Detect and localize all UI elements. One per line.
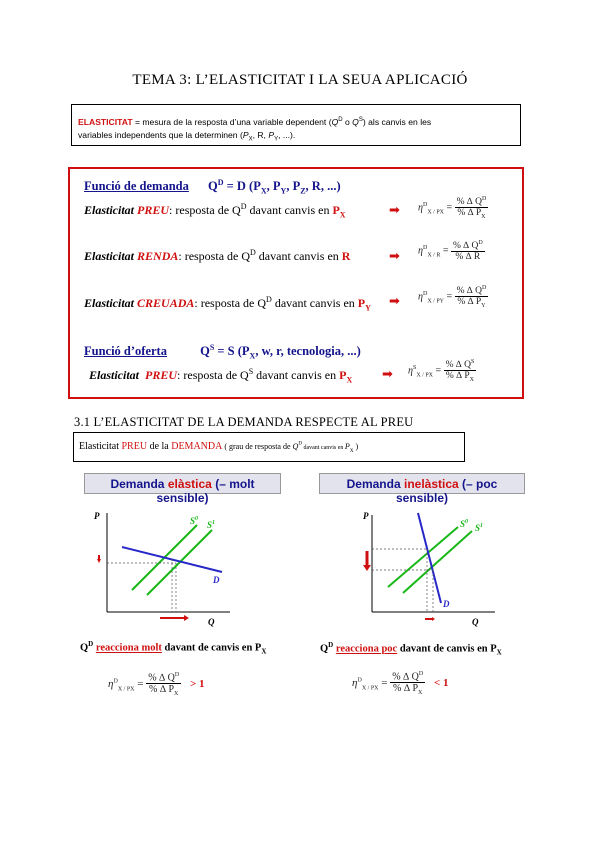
- row-var: P: [339, 368, 347, 382]
- den-sub: X: [469, 377, 475, 384]
- supply-function-title: Funció d’oferta: [84, 344, 167, 359]
- label-c: (– molt sensible): [156, 477, 255, 505]
- arrow-right-icon: ➡: [389, 294, 400, 309]
- den-sub: X: [481, 214, 486, 221]
- eta: η: [108, 678, 114, 691]
- label-b: inelàstica: [403, 477, 459, 491]
- elasticity-row-cross: [84, 295, 371, 312]
- row-var-sub: X: [339, 210, 346, 220]
- num: % ∆ Q: [452, 241, 479, 252]
- supply-equation: [200, 343, 361, 361]
- den-sub: Y: [481, 303, 486, 310]
- formula-elastic: [108, 672, 205, 697]
- eta-sub: X / PX: [427, 209, 444, 216]
- arrow-right-icon: ➡: [389, 203, 400, 218]
- cap-sup: D: [328, 641, 334, 649]
- demand-eq-sup: D: [217, 178, 224, 187]
- label-a: Demanda: [346, 477, 404, 491]
- price-change-arrowhead: [97, 559, 101, 563]
- row-kind: RENDA: [137, 249, 179, 263]
- row-var: P: [357, 296, 366, 310]
- arrow-right-icon: ➡: [389, 249, 400, 264]
- formula-price: $\eta^D_{X / PX}$ = $\frac{\% \Delta Q^D}{\% \Delta P_X}$: [418, 196, 487, 221]
- definition-line2-a: variables independents que la determinen (: [78, 129, 243, 140]
- arrow-right-icon: ➡: [382, 367, 393, 382]
- section-box-q: Q: [292, 442, 299, 451]
- definition-qs-sup: S: [358, 117, 363, 123]
- definition-text-b: ) als canvis en les: [362, 116, 432, 127]
- row-text2: davant canvis en: [255, 249, 342, 263]
- definition-px: P: [242, 129, 249, 140]
- axis-p-label: P: [363, 511, 369, 521]
- den: % ∆ P: [445, 371, 470, 382]
- den: % ∆ R: [455, 252, 481, 263]
- section-box-d: davant canvis en: [301, 445, 345, 451]
- row-sup: D: [240, 202, 247, 211]
- num-sup: D: [418, 671, 424, 677]
- eta: η: [418, 291, 423, 303]
- row-text2: davant canvis en: [253, 368, 340, 382]
- row-label: Elasticitat: [84, 249, 135, 263]
- section-box-b: de la: [147, 441, 172, 452]
- supply-eq-sup: S: [209, 343, 215, 352]
- page-title: TEMA 3: L’ELASTICITAT I LA SEUA APLICACIÓ: [132, 72, 468, 88]
- definition-term: ELASTICITAT: [78, 116, 133, 127]
- row-kind: PREU: [145, 368, 178, 382]
- eta-sub: X / PY: [427, 298, 444, 305]
- definition-py-sub: Y: [274, 136, 279, 143]
- demand-var-rest: , R, ...): [305, 179, 341, 194]
- demand-var-sep1: , P: [266, 179, 281, 194]
- quantity-change-arrowhead: [184, 615, 189, 621]
- row-text: : resposta de Q: [194, 296, 267, 310]
- row-var-sub: X: [346, 375, 353, 385]
- eta-sup: D: [357, 677, 362, 684]
- definition-qs: Q: [352, 116, 359, 127]
- eta-sup: D: [422, 202, 428, 208]
- demand-eq-q: Q: [208, 179, 218, 194]
- eta-sup: S: [412, 365, 417, 371]
- eta: η: [418, 245, 423, 257]
- label-inelastic: [319, 473, 525, 505]
- caption-elastic: [80, 640, 266, 656]
- label-elastic: [84, 473, 281, 505]
- row-kind: PREU: [137, 203, 170, 217]
- label-a: Demanda: [110, 477, 168, 491]
- cap-c: davant de canvis en P: [161, 642, 262, 654]
- eta: η: [352, 677, 358, 690]
- cap-sup: D: [88, 640, 94, 648]
- elasticity-row-income: [84, 248, 350, 264]
- num-sup: D: [174, 672, 180, 678]
- num: % ∆ Q: [445, 360, 471, 371]
- den-sub: X: [174, 691, 179, 698]
- section-box-demanda: DEMANDA: [171, 441, 223, 452]
- num: % ∆ Q: [148, 672, 175, 684]
- section-box-q-sup: D: [298, 441, 302, 447]
- supply-var-x: X: [249, 351, 256, 361]
- cap-red: reacciona molt: [95, 642, 162, 654]
- s0-label: $S^0$: [190, 516, 199, 526]
- num-sup: D: [481, 285, 487, 291]
- den-sub: X: [418, 690, 423, 697]
- axis-q-label: Q: [208, 617, 215, 627]
- s1-label: $S^1$: [475, 523, 484, 533]
- eta-sub: X / PX: [416, 372, 433, 379]
- comparison-lt-1: < 1: [433, 677, 449, 690]
- eq: =: [378, 677, 391, 690]
- row-var: P: [332, 203, 340, 217]
- section-box-e: ): [353, 442, 359, 451]
- label-c: (– poc sensible): [395, 477, 498, 505]
- definition-px-sub: X: [248, 136, 253, 143]
- s1-label: $S^1$: [207, 520, 216, 530]
- demand-var-sep2: , P: [286, 179, 301, 194]
- den: % ∆ P: [457, 297, 482, 308]
- row-label: Elasticitat: [84, 203, 135, 217]
- row-text2: davant canvis en: [246, 203, 333, 217]
- row-var-sub: Y: [365, 303, 371, 313]
- demand-function-line: [84, 178, 341, 196]
- definition-text-a: = mesura de la resposta d’una variable dependent (: [132, 116, 332, 127]
- den: % ∆ P: [457, 208, 482, 219]
- row-label: Elasticitat: [84, 296, 135, 310]
- definition-box: [71, 104, 521, 146]
- demand-var-y: Y: [280, 186, 287, 196]
- den: % ∆ P: [393, 683, 419, 695]
- num: % ∆ Q: [456, 197, 482, 208]
- row-sup: D: [250, 248, 256, 257]
- cap-sub: X: [261, 647, 267, 656]
- demand-eq-rest: = D (P: [223, 179, 261, 194]
- row-sup: D: [266, 295, 272, 304]
- inelastic-demand-graph: [355, 505, 505, 627]
- supply-curve-s1: [403, 531, 472, 593]
- elasticity-row-supply: [89, 367, 352, 384]
- axis-q-label: Q: [472, 617, 479, 627]
- supply-function-line: [84, 343, 361, 361]
- row-text: : resposta de Q: [177, 368, 249, 382]
- eta: η: [408, 365, 413, 377]
- cap-q: Q: [80, 642, 89, 654]
- formula-inelastic: [352, 671, 449, 696]
- eta-sub: X / R: [427, 252, 441, 259]
- label-b: elàstica: [167, 477, 212, 491]
- row-var: R: [341, 249, 351, 263]
- cap-sub: X: [496, 648, 502, 657]
- definition-qd: Q: [331, 116, 339, 127]
- section-box-p: P: [344, 442, 350, 451]
- section-heading: 3.1 L’ELASTICITAT DE LA DEMANDA RESPECTE AL PREU: [74, 415, 414, 429]
- num-sup: D: [481, 196, 487, 202]
- elasticity-row-price: [84, 202, 346, 219]
- num: % ∆ Q: [392, 671, 419, 683]
- price-change-arrowhead: [363, 565, 371, 571]
- eq: =: [134, 678, 147, 691]
- demand-var-z: Z: [300, 186, 306, 196]
- num-sup: S: [470, 359, 475, 365]
- demand-equation: [208, 178, 341, 196]
- eta-sup: D: [113, 678, 118, 685]
- section-box-a: Elasticitat: [79, 441, 122, 452]
- definition-py: P: [268, 129, 275, 140]
- definition-o: o: [342, 116, 353, 127]
- section-box-c: ( grau de resposta de: [222, 442, 293, 451]
- row-text2: davant canvis en: [271, 296, 358, 310]
- demand-function-title: Funció de demanda: [84, 179, 189, 194]
- section-box-p-sub: X: [349, 449, 354, 454]
- row-label: Elasticitat: [89, 368, 140, 382]
- supply-var-rest: , w, r, tecnologia, ...): [255, 344, 361, 359]
- formula-supply: $\eta^S_{X / PX}$ = $\frac{\% \Delta Q^S}{\% \Delta P_X}$: [408, 359, 475, 384]
- eta-sub: X / PX: [361, 685, 379, 692]
- num-sup: D: [478, 240, 483, 246]
- caption-inelastic: [320, 641, 502, 657]
- supply-eq-rest: = S (P: [214, 344, 250, 359]
- row-sup: S: [248, 367, 254, 376]
- eta-sub: X / PX: [117, 686, 135, 693]
- row-kind: CREUADA: [137, 296, 195, 310]
- d-label: D: [213, 575, 220, 585]
- definition-qd-sup: D: [338, 117, 343, 123]
- den: % ∆ P: [149, 684, 175, 696]
- definition-line2-b: , R,: [252, 129, 269, 140]
- axis-p-label: P: [94, 511, 100, 521]
- section-box-preu: PREU: [121, 441, 148, 452]
- num: % ∆ Q: [456, 286, 482, 297]
- definition-line2-c: , ...).: [278, 129, 296, 140]
- cap-red: reacciona poc: [335, 643, 398, 655]
- quantity-change-arrowhead: [432, 617, 435, 621]
- supply-eq-q: Q: [200, 344, 210, 359]
- formula-cross: $\eta^D_{X / PY}$ = $\frac{\% \Delta Q^D}{\% \Delta P_Y}$: [418, 285, 487, 310]
- eta: η: [418, 202, 423, 214]
- elastic-demand-graph: [90, 505, 240, 627]
- row-text: : resposta de Q: [169, 203, 241, 217]
- comparison-gt-1: > 1: [189, 678, 205, 691]
- demand-var-x: X: [260, 186, 267, 196]
- d-label: D: [443, 599, 450, 609]
- s0-label: $S^0$: [460, 519, 469, 529]
- formula-income: $\eta^D_{X / R}$ = $\frac{\% \Delta Q^D}{\% \Delta R}$: [418, 240, 483, 263]
- row-text: : resposta de Q: [178, 249, 251, 263]
- supply-curve-s1: [147, 530, 212, 595]
- section-box: [73, 432, 465, 462]
- eta-sup: D: [422, 245, 428, 252]
- eta-sup: D: [422, 291, 428, 297]
- cap-q: Q: [320, 643, 329, 655]
- cap-c: davant de canvis en P: [397, 643, 497, 655]
